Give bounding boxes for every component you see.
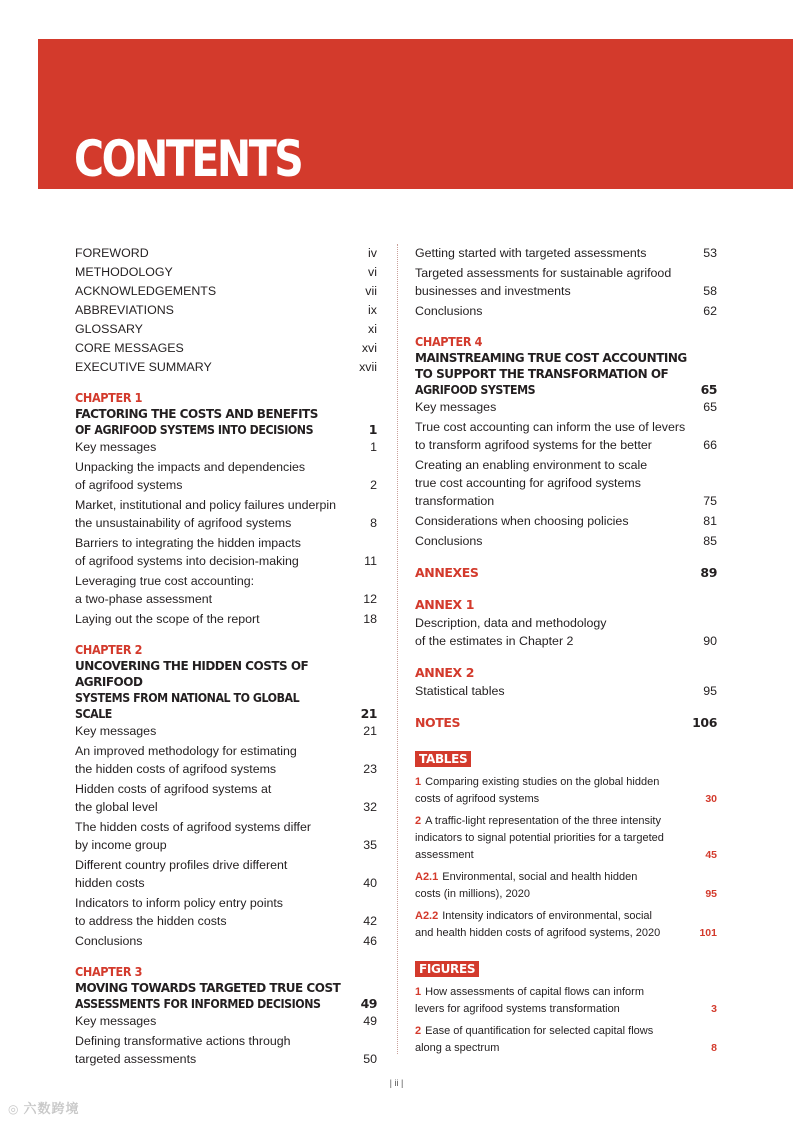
page-number: | ii | [389,1078,404,1088]
toc-entry[interactable]: CORE MESSAGES xvi [75,341,377,355]
chapter-4-section [415,334,717,550]
table-entry[interactable]: A2.2 Intensity indicators of environmental, social and health hidden costs of agrifood systems, 2020 101 [415,910,717,939]
toc-entry[interactable]: Laying out the scope of the report 18 [75,612,377,626]
toc-entry[interactable]: Market, institutional and policy failures underpin the unsustainability of agrifood systems 8 [75,498,377,530]
figure-entry[interactable]: 2 Ease of quantification for selected capital flows along a spectrum 8 [415,1025,717,1054]
notes-entry[interactable]: NOTES 106 [415,715,717,730]
toc-entry[interactable]: Unpacking the impacts and dependencies of agrifood systems 2 [75,460,377,492]
toc-entry[interactable]: Leveraging true cost accounting: a two-phase assessment 12 [75,574,377,606]
figures-section [415,960,717,1057]
chapter-title[interactable]: MOVING TOWARDS TARGETED TRUE COST ASSESSMENTS FOR INFORMED DECISIONS 49 [75,981,377,1011]
toc-entry[interactable]: FOREWORD iv [75,246,377,260]
toc-entry[interactable]: GLOSSARY xi [75,322,377,336]
toc-entry[interactable]: Key messages 21 [75,724,377,738]
annex-1-section [415,596,717,650]
toc-entry[interactable]: Hidden costs of agrifood systems at the global level 32 [75,782,377,814]
toc-entry[interactable]: Conclusions 62 [415,304,717,318]
table-entry[interactable]: 1 Comparing existing studies on the global hidden costs of agrifood systems 30 [415,776,717,805]
figure-entry[interactable]: 1 How assessments of capital flows can inform levers for agrifood systems transformation 3 [415,986,717,1015]
toc-entry[interactable]: The hidden costs of agrifood systems differ by income group 35 [75,820,377,852]
chapter-3-continued [415,244,717,320]
toc-entry[interactable]: Indicators to inform policy entry points to address the hidden costs 42 [75,896,377,928]
toc-entry[interactable]: Creating an enabling environment to scale true cost accounting for agrifood systems transformation 75 [415,458,717,508]
watermark-logo-icon: ◎ [8,1102,20,1116]
column-divider [397,244,398,1054]
chapter-label: CHAPTER 4 [415,334,483,349]
page-title: CONTENTS [74,130,302,188]
annex-label: ANNEX 2 [415,665,475,680]
chapter-label: CHAPTER 3 [75,964,143,979]
tables-tag: TABLES [415,751,471,767]
chapter-label: CHAPTER 1 [75,390,143,405]
toc-entry[interactable]: An improved methodology for estimating the hidden costs of agrifood systems 23 [75,744,377,776]
toc-entry[interactable]: Description, data and methodology of the estimates in Chapter 2 90 [415,616,717,648]
annexes-entry[interactable]: ANNEXES 89 [415,565,717,580]
toc-entry[interactable]: Key messages 65 [415,400,717,414]
chapter-2-section [75,642,377,950]
chapter-1-section [75,390,377,628]
toc-entry[interactable]: EXECUTIVE SUMMARY xvii [75,360,377,374]
toc-entry[interactable]: ACKNOWLEDGEMENTS vii [75,284,377,298]
tables-section [415,750,717,942]
chapter-label: CHAPTER 2 [75,642,143,657]
toc-entry[interactable]: Key messages 49 [75,1014,377,1028]
toc-entry[interactable]: Getting started with targeted assessments 53 [415,246,717,260]
toc-entry[interactable]: Conclusions 85 [415,534,717,548]
annex-2-section [415,664,717,700]
toc-entry[interactable]: Defining transformative actions through targeted assessments 50 [75,1034,377,1066]
watermark: ◎ 六数跨境 [8,1101,80,1116]
toc-entry[interactable]: Different country profiles drive different hidden costs 40 [75,858,377,890]
annex-label: ANNEX 1 [415,597,475,612]
toc-entry[interactable]: ABBREVIATIONS ix [75,303,377,317]
toc-entry[interactable]: Statistical tables 95 [415,684,717,698]
chapter-title[interactable]: FACTORING THE COSTS AND BENEFITS OF AGRIFOOD SYSTEMS INTO DECISIONS 1 [75,407,377,437]
chapter-title[interactable]: MAINSTREAMING TRUE COST ACCOUNTING TO SUPPORT THE TRANSFORMATION OF AGRIFOOD SYSTEMS 65 [415,351,717,397]
toc-entry[interactable]: Barriers to integrating the hidden impacts of agrifood systems into decision-making 11 [75,536,377,568]
toc-left-column [75,244,377,1068]
chapter-3-section [75,964,377,1068]
front-matter-list [75,244,377,376]
figures-tag: FIGURES [415,961,479,977]
chapter-title[interactable]: UNCOVERING THE HIDDEN COSTS OF AGRIFOOD SYSTEMS FROM NATIONAL TO GLOBAL SCALE 21 [75,659,377,721]
toc-entry[interactable]: Conclusions 46 [75,934,377,948]
toc-entry[interactable]: True cost accounting can inform the use of levers to transform agrifood systems for the better 66 [415,420,717,452]
toc-entry[interactable]: Considerations when choosing policies 81 [415,514,717,528]
toc-entry[interactable]: METHODOLOGY vi [75,265,377,279]
toc-right-column [415,244,717,1057]
table-entry[interactable]: 2 A traffic-light representation of the three intensity indicators to signal potential priorities for a targeted assessment 45 [415,815,717,861]
toc-entry[interactable]: Targeted assessments for sustainable agrifood businesses and investments 58 [415,266,717,298]
table-entry[interactable]: A2.1 Environmental, social and health hidden costs (in millions), 2020 95 [415,871,717,900]
toc-entry[interactable]: Key messages 1 [75,440,377,454]
